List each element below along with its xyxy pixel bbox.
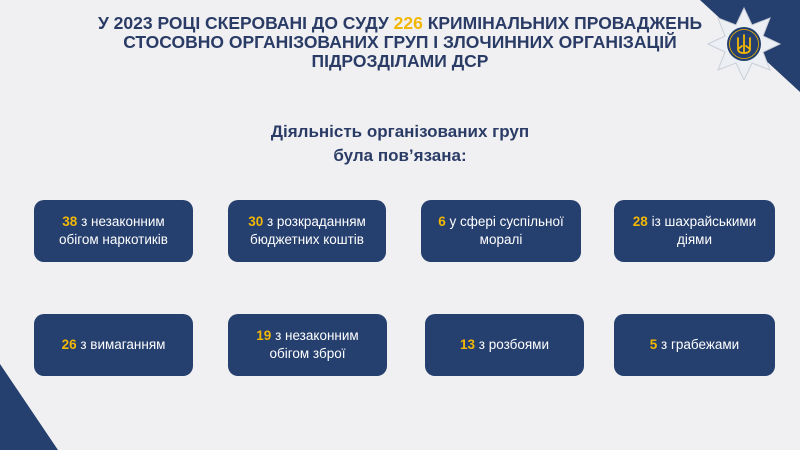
corner-decoration-bottom-left	[0, 364, 58, 450]
subtitle-line-1: Діяльність організованих груп	[270, 122, 530, 141]
subtitle	[200, 120, 600, 168]
stat-card-weapons	[228, 314, 387, 376]
stat-label: із шахрайськими діями	[647, 214, 757, 247]
stat-label: у сфері суспільної моралі	[445, 214, 564, 247]
stat-card-drugs	[34, 200, 193, 262]
subtitle-line-2: була пов’язана:	[333, 146, 467, 165]
stat-card-content	[238, 213, 376, 249]
stat-number: 13	[460, 337, 476, 352]
stat-card-content	[650, 336, 739, 354]
title-highlight-number: 226	[393, 13, 423, 33]
stat-number: 30	[248, 214, 264, 229]
stat-card-content	[238, 327, 377, 363]
stat-card-content	[460, 336, 549, 354]
stat-number: 19	[256, 328, 272, 343]
title-text-end: КРИМІНАЛЬНИХ ПРОВАДЖЕНЬ СТОСОВНО ОРГАНІЗОВАНИХ ГРУП І ЗЛОЧИННИХ ОРГАНІЗАЦІЙ ПІДРОЗДІЛАМИ ДСР	[123, 13, 703, 71]
stat-label: з незаконним обігом зброї	[269, 328, 359, 361]
stat-number: 28	[632, 214, 648, 229]
stat-label: з вимаганням	[76, 337, 166, 352]
stat-card-content	[62, 336, 166, 354]
stat-card-morality	[421, 200, 581, 262]
stat-card-content	[44, 213, 183, 249]
stat-label: з розкраданням бюджетних коштів	[250, 214, 366, 247]
stat-number: 6	[438, 214, 446, 229]
stat-card-content	[431, 213, 571, 249]
stat-card-theft	[614, 314, 775, 376]
stat-number: 26	[61, 337, 77, 352]
stat-card-extortion	[34, 314, 193, 376]
stat-label: з грабежами	[657, 337, 740, 352]
stat-label: з розбоями	[475, 337, 549, 352]
stat-card-budget	[228, 200, 386, 262]
stat-card-robbery	[425, 314, 584, 376]
stat-card-content	[624, 213, 765, 249]
stat-number: 38	[62, 214, 78, 229]
stat-card-fraud	[614, 200, 775, 262]
page-title	[70, 14, 730, 71]
title-text-start: У 2023 РОЦІ СКЕРОВАНІ ДО СУДУ	[97, 13, 394, 33]
stat-number: 5	[649, 337, 658, 352]
stat-label: з незаконним обігом наркотиків	[59, 214, 168, 247]
